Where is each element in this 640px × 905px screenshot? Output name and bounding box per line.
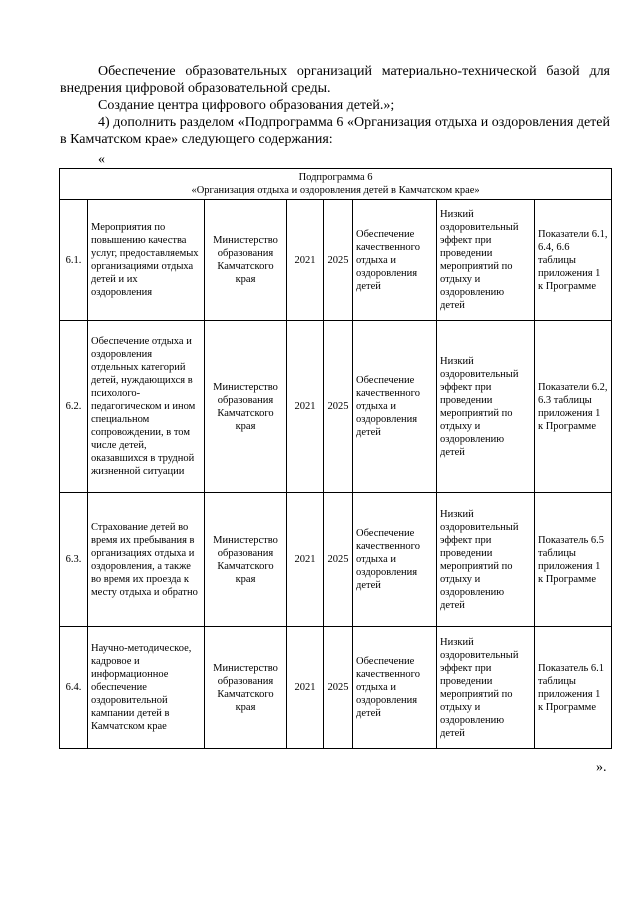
table-header-row — [60, 169, 612, 200]
table-row — [60, 493, 612, 627]
paragraph-digital-center: Создание центра цифрового образования детей.»; — [98, 98, 395, 113]
indicator-link-cell: Показатели 6.1, 6.4, 6.6 таблицы приложения 1 к Программе — [535, 200, 612, 321]
paragraph-add-subprogram: 4) дополнить разделом «Подпрограмма 6 «Организация отдыха и оздоровления детей в Камчатском крае» следующего содержания: — [60, 115, 610, 147]
end-year-cell: 2025 — [324, 200, 353, 321]
end-year-cell: 2025 — [324, 493, 353, 627]
indicator-link-cell: Показатель 6.1 таблицы приложения 1 к Программе — [535, 627, 612, 749]
table-row — [60, 627, 612, 749]
measure-cell: Научно-методическое, кадровое и информационное обеспечение оздоровительной кампании детей в Камчатском крае — [88, 627, 205, 749]
subprogram-title — [60, 169, 612, 200]
result-cell: Обеспечение качественного отдыха и оздоровления детей — [353, 200, 437, 321]
executor-cell: Министерство образования Камчатского края — [205, 200, 287, 321]
result-cell: Обеспечение качественного отдыха и оздоровления детей — [353, 321, 437, 493]
consequence-cell: Низкий оздоровительный эффект при проведении мероприятий по отдыху и оздоровлению детей — [437, 200, 535, 321]
row-number: 6.3. — [60, 493, 88, 627]
consequence-cell: Низкий оздоровительный эффект при проведении мероприятий по отдыху и оздоровлению детей — [437, 627, 535, 749]
consequence-cell: Низкий оздоровительный эффект при проведении мероприятий по отдыху и оздоровлению детей — [437, 493, 535, 627]
result-cell: Обеспечение качественного отдыха и оздоровления детей — [353, 627, 437, 749]
row-number: 6.2. — [60, 321, 88, 493]
opening-quote: « — [98, 152, 105, 167]
start-year-cell: 2021 — [287, 200, 324, 321]
result-cell: Обеспечение качественного отдыха и оздоровления детей — [353, 493, 437, 627]
consequence-cell: Низкий оздоровительный эффект при проведении мероприятий по отдыху и оздоровлению детей — [437, 321, 535, 493]
indicator-link-cell: Показатели 6.2, 6.3 таблицы приложения 1 к Программе — [535, 321, 612, 493]
end-year-cell: 2025 — [324, 627, 353, 749]
start-year-cell: 2021 — [287, 321, 324, 493]
row-number: 6.4. — [60, 627, 88, 749]
table-row — [60, 200, 612, 321]
measure-cell: Обеспечение отдыха и оздоровления отдельных категорий детей, нуждающихся в психолого-педагогическом и ином специальном сопровождении, в том числе детей, оказавшихся в трудной жизненной ситуации — [88, 321, 205, 493]
closing-quote: ». — [596, 760, 607, 775]
paragraph-digital-base: Обеспечение образовательных организаций материально-технической базой для внедрения цифровой образовательной среды. — [60, 64, 610, 96]
measure-cell: Страхование детей во время их пребывания в организациях отдыха и оздоровления, а также во время их проезда к месту отдыха и обратно — [88, 493, 205, 627]
indicator-link-cell: Показатель 6.5 таблицы приложения 1 к Программе — [535, 493, 612, 627]
subprogram-name: «Организация отдыха и оздоровления детей в Камчатском крае» — [191, 185, 480, 196]
end-year-cell: 2025 — [324, 321, 353, 493]
executor-cell: Министерство образования Камчатского края — [205, 321, 287, 493]
subprogram-number: Подпрограмма 6 — [298, 172, 373, 183]
executor-cell: Министерство образования Камчатского края — [205, 493, 287, 627]
measure-cell: Мероприятия по повышению качества услуг, предоставляемых организациями отдыха детей и их оздоровления — [88, 200, 205, 321]
start-year-cell: 2021 — [287, 493, 324, 627]
table-row — [60, 321, 612, 493]
start-year-cell: 2021 — [287, 627, 324, 749]
executor-cell: Министерство образования Камчатского края — [205, 627, 287, 749]
subprogram-table — [59, 168, 612, 749]
row-number: 6.1. — [60, 200, 88, 321]
